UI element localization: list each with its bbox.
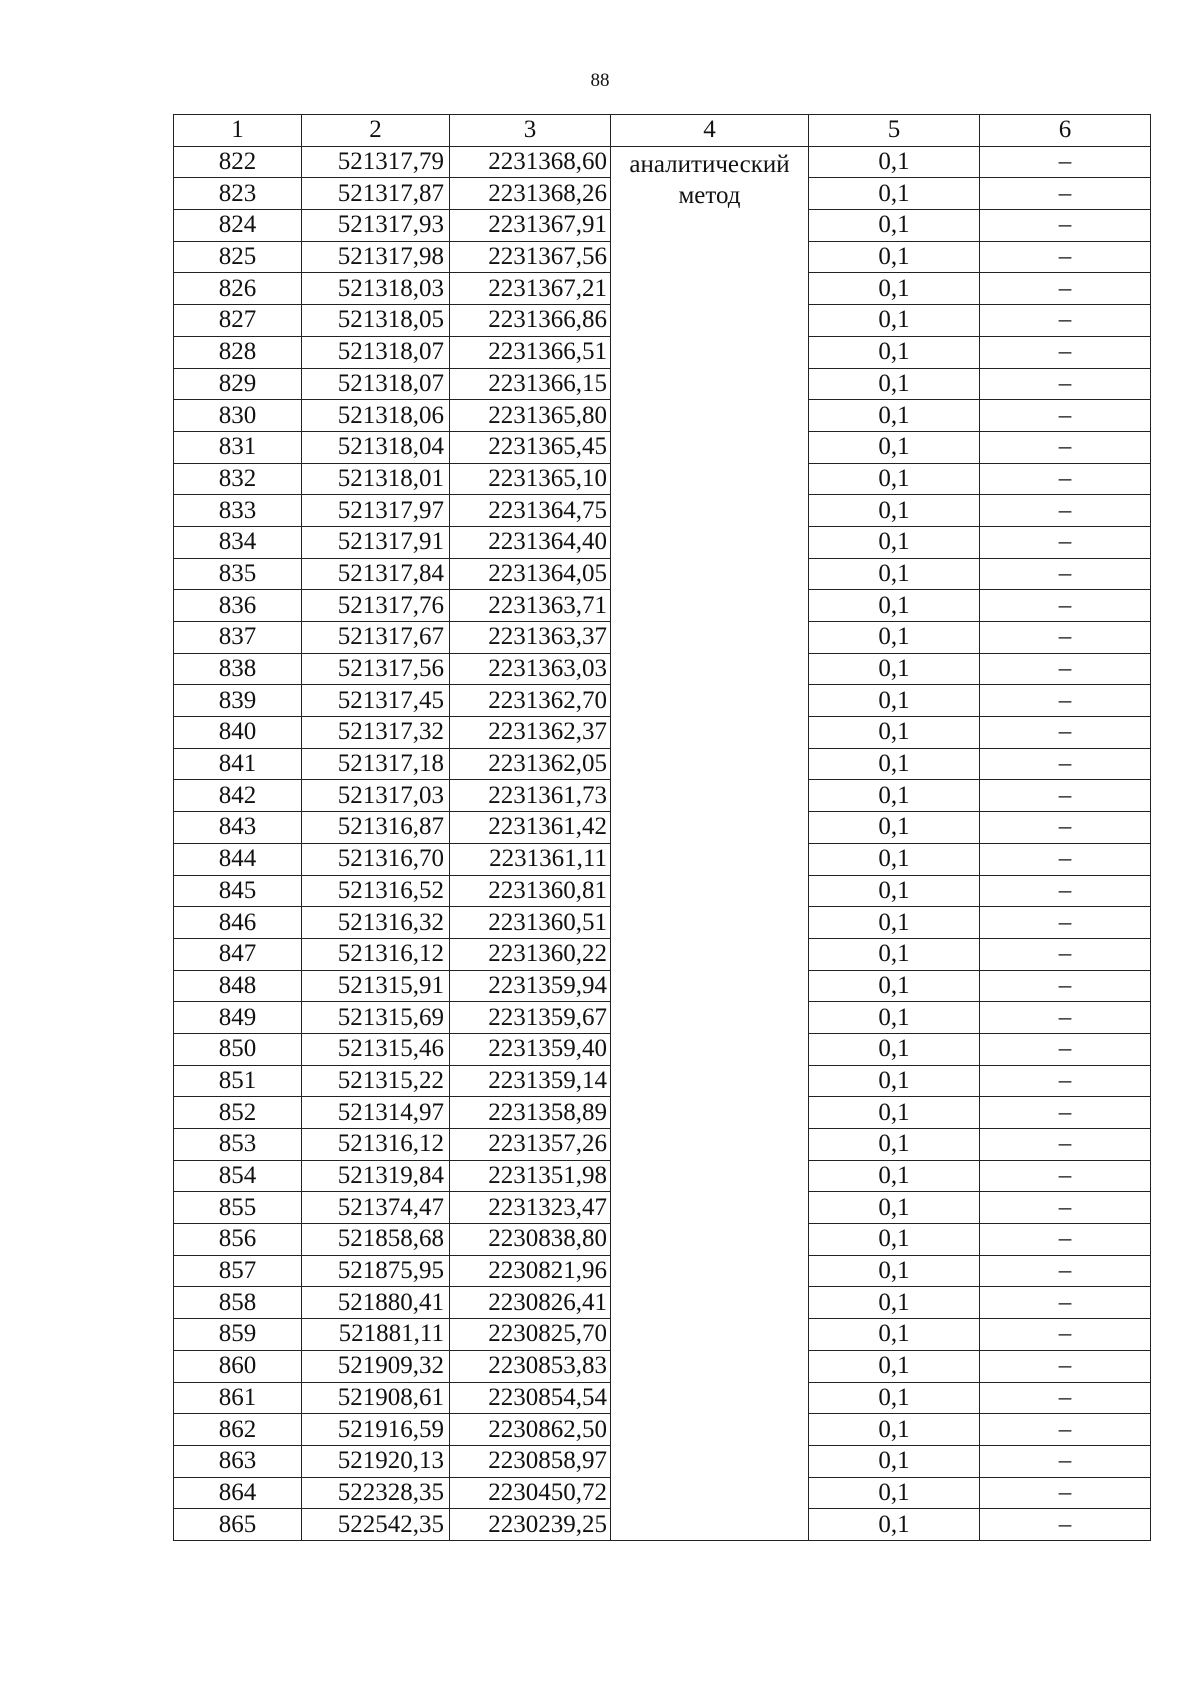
accuracy-cell: 0,1	[809, 938, 980, 970]
header-cell: 6	[980, 115, 1151, 147]
x-coordinate-cell: 521908,61	[302, 1382, 450, 1414]
note-cell: –	[980, 1255, 1151, 1287]
y-coordinate-cell: 2231364,40	[450, 526, 611, 558]
y-coordinate-cell: 2231362,05	[450, 748, 611, 780]
x-coordinate-cell: 521318,01	[302, 463, 450, 495]
accuracy-cell: 0,1	[809, 1097, 980, 1129]
x-coordinate-cell: 521317,97	[302, 495, 450, 527]
x-coordinate-cell: 521909,32	[302, 1350, 450, 1382]
x-coordinate-cell: 521318,07	[302, 336, 450, 368]
y-coordinate-cell: 2231351,98	[450, 1160, 611, 1192]
accuracy-cell: 0,1	[809, 431, 980, 463]
x-coordinate-cell: 521317,84	[302, 558, 450, 590]
y-coordinate-cell: 2230826,41	[450, 1287, 611, 1319]
y-coordinate-cell: 2231361,11	[450, 843, 611, 875]
point-number-cell: 862	[174, 1414, 302, 1446]
note-cell: –	[980, 1097, 1151, 1129]
note-cell: –	[980, 1319, 1151, 1351]
note-cell: –	[980, 875, 1151, 907]
note-cell: –	[980, 273, 1151, 305]
header-cell: 5	[809, 115, 980, 147]
accuracy-cell: 0,1	[809, 622, 980, 654]
x-coordinate-cell: 521318,06	[302, 400, 450, 432]
accuracy-cell: 0,1	[809, 1065, 980, 1097]
accuracy-cell: 0,1	[809, 1255, 980, 1287]
y-coordinate-cell: 2231365,10	[450, 463, 611, 495]
point-number-cell: 864	[174, 1477, 302, 1509]
y-coordinate-cell: 2231360,51	[450, 907, 611, 939]
point-number-cell: 856	[174, 1224, 302, 1256]
method-text-line: аналитический	[629, 150, 790, 178]
point-number-cell: 844	[174, 843, 302, 875]
table-header-row	[174, 115, 1151, 147]
x-coordinate-cell: 521318,05	[302, 305, 450, 337]
y-coordinate-cell: 2231367,91	[450, 210, 611, 242]
point-number-cell: 863	[174, 1445, 302, 1477]
note-cell: –	[980, 400, 1151, 432]
accuracy-cell: 0,1	[809, 210, 980, 242]
x-coordinate-cell: 521316,87	[302, 812, 450, 844]
header-cell: 3	[450, 115, 611, 147]
table-body	[174, 115, 1151, 1541]
note-cell: –	[980, 812, 1151, 844]
accuracy-cell: 0,1	[809, 717, 980, 749]
point-number-cell: 842	[174, 780, 302, 812]
point-number-cell: 860	[174, 1350, 302, 1382]
accuracy-cell: 0,1	[809, 1319, 980, 1351]
note-cell: –	[980, 970, 1151, 1002]
x-coordinate-cell: 521317,67	[302, 622, 450, 654]
point-number-cell: 827	[174, 305, 302, 337]
note-cell: –	[980, 1287, 1151, 1319]
note-cell: –	[980, 590, 1151, 622]
y-coordinate-cell: 2230854,54	[450, 1382, 611, 1414]
note-cell: –	[980, 336, 1151, 368]
point-number-cell: 846	[174, 907, 302, 939]
point-number-cell: 825	[174, 241, 302, 273]
accuracy-cell: 0,1	[809, 1192, 980, 1224]
accuracy-cell: 0,1	[809, 400, 980, 432]
x-coordinate-cell: 522542,35	[302, 1509, 450, 1541]
x-coordinate-cell: 521317,98	[302, 241, 450, 273]
x-coordinate-cell: 521875,95	[302, 1255, 450, 1287]
header-cell: 2	[302, 115, 450, 147]
x-coordinate-cell: 521317,76	[302, 590, 450, 622]
point-number-cell: 850	[174, 1033, 302, 1065]
x-coordinate-cell: 521318,04	[302, 431, 450, 463]
accuracy-cell: 0,1	[809, 1224, 980, 1256]
point-number-cell: 835	[174, 558, 302, 590]
accuracy-cell: 0,1	[809, 463, 980, 495]
note-cell: –	[980, 1192, 1151, 1224]
x-coordinate-cell: 521317,03	[302, 780, 450, 812]
note-cell: –	[980, 1382, 1151, 1414]
table-row	[174, 146, 1151, 178]
point-number-cell: 854	[174, 1160, 302, 1192]
y-coordinate-cell: 2230450,72	[450, 1477, 611, 1509]
y-coordinate-cell: 2231367,21	[450, 273, 611, 305]
note-cell: –	[980, 843, 1151, 875]
x-coordinate-cell: 521880,41	[302, 1287, 450, 1319]
coordinates-table	[173, 114, 1151, 1541]
point-number-cell: 829	[174, 368, 302, 400]
accuracy-cell: 0,1	[809, 1002, 980, 1034]
note-cell: –	[980, 178, 1151, 210]
y-coordinate-cell: 2230239,25	[450, 1509, 611, 1541]
y-coordinate-cell: 2231366,15	[450, 368, 611, 400]
accuracy-cell: 0,1	[809, 875, 980, 907]
accuracy-cell: 0,1	[809, 305, 980, 337]
y-coordinate-cell: 2231363,37	[450, 622, 611, 654]
x-coordinate-cell: 521374,47	[302, 1192, 450, 1224]
y-coordinate-cell: 2231368,60	[450, 146, 611, 178]
note-cell: –	[980, 780, 1151, 812]
accuracy-cell: 0,1	[809, 1382, 980, 1414]
note-cell: –	[980, 938, 1151, 970]
note-cell: –	[980, 558, 1151, 590]
note-cell: –	[980, 241, 1151, 273]
point-number-cell: 823	[174, 178, 302, 210]
x-coordinate-cell: 521317,32	[302, 717, 450, 749]
note-cell: –	[980, 1224, 1151, 1256]
method-text-line: метод	[678, 181, 741, 209]
point-number-cell: 826	[174, 273, 302, 305]
note-cell: –	[980, 1002, 1151, 1034]
y-coordinate-cell: 2231362,70	[450, 685, 611, 717]
accuracy-cell: 0,1	[809, 1509, 980, 1541]
point-number-cell: 831	[174, 431, 302, 463]
note-cell: –	[980, 1065, 1151, 1097]
x-coordinate-cell: 521316,12	[302, 1129, 450, 1161]
point-number-cell: 837	[174, 622, 302, 654]
point-number-cell: 852	[174, 1097, 302, 1129]
x-coordinate-cell: 521881,11	[302, 1319, 450, 1351]
x-coordinate-cell: 521316,70	[302, 843, 450, 875]
x-coordinate-cell: 521315,22	[302, 1065, 450, 1097]
y-coordinate-cell: 2231363,03	[450, 653, 611, 685]
note-cell: –	[980, 368, 1151, 400]
point-number-cell: 865	[174, 1509, 302, 1541]
y-coordinate-cell: 2230838,80	[450, 1224, 611, 1256]
header-cell: 1	[174, 115, 302, 147]
note-cell: –	[980, 907, 1151, 939]
point-number-cell: 843	[174, 812, 302, 844]
note-cell: –	[980, 526, 1151, 558]
accuracy-cell: 0,1	[809, 1445, 980, 1477]
point-number-cell: 861	[174, 1382, 302, 1414]
point-number-cell: 828	[174, 336, 302, 368]
y-coordinate-cell: 2230821,96	[450, 1255, 611, 1287]
accuracy-cell: 0,1	[809, 146, 980, 178]
point-number-cell: 855	[174, 1192, 302, 1224]
note-cell: –	[980, 653, 1151, 685]
point-number-cell: 830	[174, 400, 302, 432]
y-coordinate-cell: 2231357,26	[450, 1129, 611, 1161]
note-cell: –	[980, 1033, 1151, 1065]
y-coordinate-cell: 2230825,70	[450, 1319, 611, 1351]
y-coordinate-cell: 2230862,50	[450, 1414, 611, 1446]
note-cell: –	[980, 210, 1151, 242]
point-number-cell: 853	[174, 1129, 302, 1161]
point-number-cell: 824	[174, 210, 302, 242]
accuracy-cell: 0,1	[809, 1287, 980, 1319]
x-coordinate-cell: 521920,13	[302, 1445, 450, 1477]
note-cell: –	[980, 1414, 1151, 1446]
accuracy-cell: 0,1	[809, 970, 980, 1002]
y-coordinate-cell: 2231359,94	[450, 970, 611, 1002]
note-cell: –	[980, 431, 1151, 463]
point-number-cell: 832	[174, 463, 302, 495]
note-cell: –	[980, 685, 1151, 717]
y-coordinate-cell: 2230853,83	[450, 1350, 611, 1382]
point-number-cell: 858	[174, 1287, 302, 1319]
accuracy-cell: 0,1	[809, 495, 980, 527]
x-coordinate-cell: 521317,18	[302, 748, 450, 780]
note-cell: –	[980, 1160, 1151, 1192]
note-cell: –	[980, 1509, 1151, 1541]
y-coordinate-cell: 2231367,56	[450, 241, 611, 273]
accuracy-cell: 0,1	[809, 336, 980, 368]
x-coordinate-cell: 521316,32	[302, 907, 450, 939]
note-cell: –	[980, 1445, 1151, 1477]
x-coordinate-cell: 522328,35	[302, 1477, 450, 1509]
x-coordinate-cell: 521317,56	[302, 653, 450, 685]
note-cell: –	[980, 1350, 1151, 1382]
point-number-cell: 822	[174, 146, 302, 178]
point-number-cell: 851	[174, 1065, 302, 1097]
y-coordinate-cell: 2231368,26	[450, 178, 611, 210]
accuracy-cell: 0,1	[809, 1477, 980, 1509]
x-coordinate-cell: 521316,52	[302, 875, 450, 907]
accuracy-cell: 0,1	[809, 843, 980, 875]
y-coordinate-cell: 2231364,05	[450, 558, 611, 590]
y-coordinate-cell: 2231366,51	[450, 336, 611, 368]
accuracy-cell: 0,1	[809, 1033, 980, 1065]
y-coordinate-cell: 2231360,22	[450, 938, 611, 970]
y-coordinate-cell: 2231361,42	[450, 812, 611, 844]
accuracy-cell: 0,1	[809, 1160, 980, 1192]
x-coordinate-cell: 521315,69	[302, 1002, 450, 1034]
x-coordinate-cell: 521317,87	[302, 178, 450, 210]
accuracy-cell: 0,1	[809, 526, 980, 558]
y-coordinate-cell: 2231359,67	[450, 1002, 611, 1034]
point-number-cell: 859	[174, 1319, 302, 1351]
point-number-cell: 848	[174, 970, 302, 1002]
accuracy-cell: 0,1	[809, 1129, 980, 1161]
accuracy-cell: 0,1	[809, 1414, 980, 1446]
accuracy-cell: 0,1	[809, 653, 980, 685]
header-cell: 4	[611, 115, 809, 147]
y-coordinate-cell: 2231366,86	[450, 305, 611, 337]
y-coordinate-cell: 2230858,97	[450, 1445, 611, 1477]
x-coordinate-cell: 521317,91	[302, 526, 450, 558]
accuracy-cell: 0,1	[809, 748, 980, 780]
accuracy-cell: 0,1	[809, 780, 980, 812]
x-coordinate-cell: 521316,12	[302, 938, 450, 970]
point-number-cell: 836	[174, 590, 302, 622]
accuracy-cell: 0,1	[809, 178, 980, 210]
point-number-cell: 833	[174, 495, 302, 527]
y-coordinate-cell: 2231358,89	[450, 1097, 611, 1129]
note-cell: –	[980, 1477, 1151, 1509]
x-coordinate-cell: 521314,97	[302, 1097, 450, 1129]
accuracy-cell: 0,1	[809, 812, 980, 844]
y-coordinate-cell: 2231361,73	[450, 780, 611, 812]
y-coordinate-cell: 2231365,45	[450, 431, 611, 463]
point-number-cell: 834	[174, 526, 302, 558]
x-coordinate-cell: 521315,91	[302, 970, 450, 1002]
note-cell: –	[980, 305, 1151, 337]
y-coordinate-cell: 2231323,47	[450, 1192, 611, 1224]
x-coordinate-cell: 521318,07	[302, 368, 450, 400]
x-coordinate-cell: 521317,93	[302, 210, 450, 242]
y-coordinate-cell: 2231360,81	[450, 875, 611, 907]
x-coordinate-cell: 521317,45	[302, 685, 450, 717]
point-number-cell: 847	[174, 938, 302, 970]
accuracy-cell: 0,1	[809, 558, 980, 590]
y-coordinate-cell: 2231359,40	[450, 1033, 611, 1065]
page-number: 88	[590, 70, 610, 91]
accuracy-cell: 0,1	[809, 907, 980, 939]
note-cell: –	[980, 1129, 1151, 1161]
point-number-cell: 840	[174, 717, 302, 749]
y-coordinate-cell: 2231362,37	[450, 717, 611, 749]
accuracy-cell: 0,1	[809, 273, 980, 305]
y-coordinate-cell: 2231364,75	[450, 495, 611, 527]
point-number-cell: 845	[174, 875, 302, 907]
accuracy-cell: 0,1	[809, 685, 980, 717]
accuracy-cell: 0,1	[809, 1350, 980, 1382]
point-number-cell: 841	[174, 748, 302, 780]
y-coordinate-cell: 2231365,80	[450, 400, 611, 432]
accuracy-cell: 0,1	[809, 241, 980, 273]
accuracy-cell: 0,1	[809, 368, 980, 400]
note-cell: –	[980, 463, 1151, 495]
x-coordinate-cell: 521916,59	[302, 1414, 450, 1446]
x-coordinate-cell: 521317,79	[302, 146, 450, 178]
note-cell: –	[980, 146, 1151, 178]
y-coordinate-cell: 2231359,14	[450, 1065, 611, 1097]
accuracy-cell: 0,1	[809, 590, 980, 622]
note-cell: –	[980, 495, 1151, 527]
point-number-cell: 849	[174, 1002, 302, 1034]
y-coordinate-cell: 2231363,71	[450, 590, 611, 622]
x-coordinate-cell: 521858,68	[302, 1224, 450, 1256]
note-cell: –	[980, 717, 1151, 749]
note-cell: –	[980, 748, 1151, 780]
x-coordinate-cell: 521319,84	[302, 1160, 450, 1192]
point-number-cell: 839	[174, 685, 302, 717]
method-cell	[611, 146, 809, 1540]
x-coordinate-cell: 521315,46	[302, 1033, 450, 1065]
x-coordinate-cell: 521318,03	[302, 273, 450, 305]
note-cell: –	[980, 622, 1151, 654]
point-number-cell: 857	[174, 1255, 302, 1287]
point-number-cell: 838	[174, 653, 302, 685]
